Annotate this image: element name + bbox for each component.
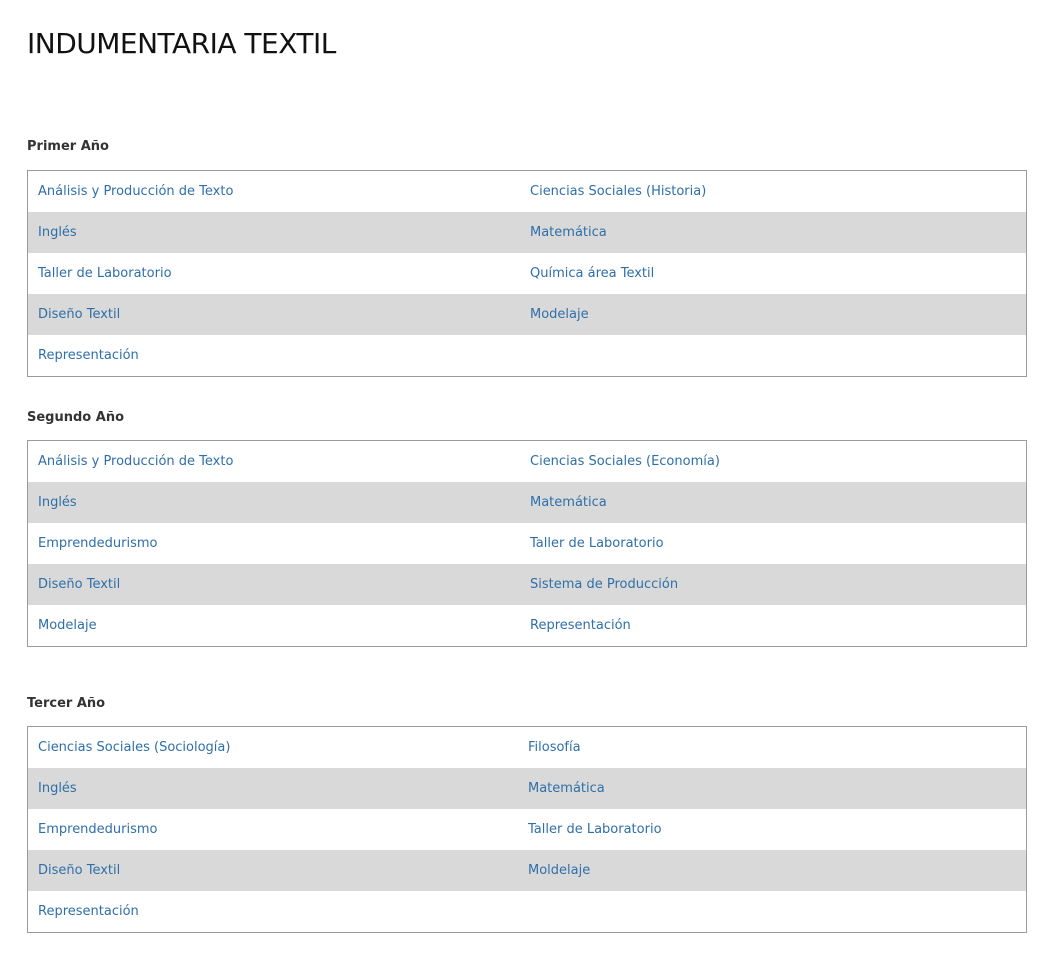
year-heading-segundo: Segundo Año: [27, 410, 125, 425]
year-heading-primer: Primer Año: [27, 139, 109, 154]
subject-link[interactable]: Emprendedurismo: [38, 821, 158, 837]
table-row: [28, 212, 1026, 253]
subject-link[interactable]: Matemática: [530, 224, 607, 240]
table-row: [28, 850, 1026, 891]
subject-link[interactable]: Diseño Textil: [38, 862, 121, 878]
subject-link[interactable]: Filosofía: [528, 739, 581, 755]
page-title: INDUMENTARIA TEXTIL: [27, 27, 336, 60]
subject-link[interactable]: Química área Textil: [530, 265, 655, 281]
subject-link[interactable]: Moldelaje: [528, 862, 591, 878]
subject-link[interactable]: Matemática: [530, 494, 607, 510]
table-row: [28, 891, 1026, 932]
table-row: [28, 171, 1026, 212]
subject-link[interactable]: Inglés: [38, 780, 77, 796]
table-row: [28, 482, 1026, 523]
table-row: [28, 605, 1026, 646]
table-row: [28, 564, 1026, 605]
table-row: [28, 809, 1026, 850]
subject-table-primer: [27, 170, 1027, 377]
subject-link[interactable]: Modelaje: [530, 306, 589, 322]
table-row: [28, 441, 1026, 482]
subject-link[interactable]: Representación: [530, 617, 631, 633]
year-heading-tercer: Tercer Año: [27, 696, 106, 711]
subject-link[interactable]: Representación: [38, 903, 139, 919]
subject-link[interactable]: Ciencias Sociales (Sociología): [38, 739, 231, 755]
subject-link[interactable]: Diseño Textil: [38, 576, 121, 592]
table-row: [28, 768, 1026, 809]
subject-link[interactable]: Modelaje: [38, 617, 97, 633]
subject-link[interactable]: Representación: [38, 347, 139, 363]
table-row: [28, 523, 1026, 564]
table-row: [28, 253, 1026, 294]
subject-link[interactable]: Taller de Laboratorio: [38, 265, 172, 281]
subject-table-segundo: [27, 440, 1027, 647]
subject-link[interactable]: Inglés: [38, 224, 77, 240]
subject-link[interactable]: Emprendedurismo: [38, 535, 158, 551]
subject-link[interactable]: Sistema de Producción: [530, 576, 679, 592]
subject-link[interactable]: Diseño Textil: [38, 306, 121, 322]
table-row: [28, 727, 1026, 768]
table-row: [28, 335, 1026, 376]
subject-link[interactable]: Ciencias Sociales (Economía): [530, 453, 720, 469]
subject-link[interactable]: Taller de Laboratorio: [528, 821, 662, 837]
subject-link[interactable]: Inglés: [38, 494, 77, 510]
subject-link[interactable]: Matemática: [528, 780, 605, 796]
subject-table-tercer: [27, 726, 1027, 933]
subject-link[interactable]: Análisis y Producción de Texto: [38, 453, 234, 469]
table-row: [28, 294, 1026, 335]
subject-link[interactable]: Taller de Laboratorio: [530, 535, 664, 551]
subject-link[interactable]: Ciencias Sociales (Historia): [530, 183, 707, 199]
subject-link[interactable]: Análisis y Producción de Texto: [38, 183, 234, 199]
